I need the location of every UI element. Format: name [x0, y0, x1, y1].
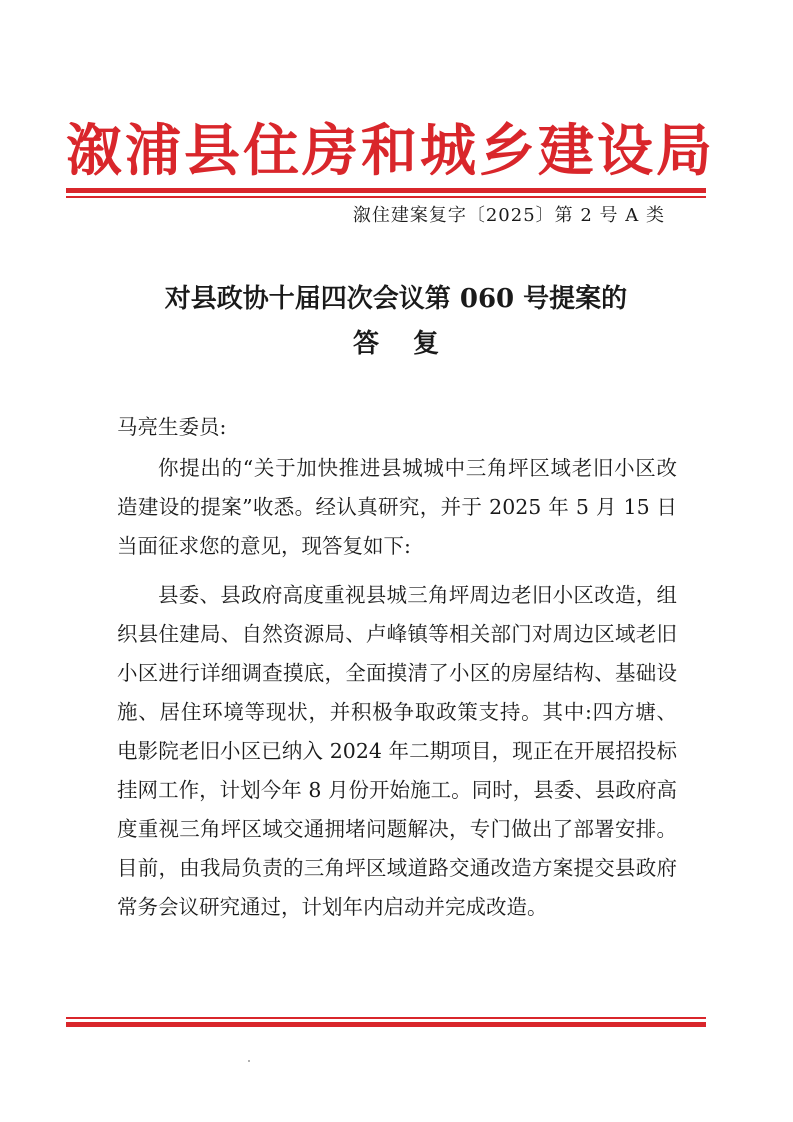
document-title-line-2: 答复: [352, 329, 473, 359]
agency-masthead: 溆浦县住房和城乡建设局: [66, 119, 715, 184]
document-title-line-1: 对县政协十届四次会议第 060 号提案的: [164, 284, 628, 314]
footer-rule-thick: [66, 1022, 706, 1027]
header-rule-thick: [66, 188, 706, 193]
footer-rule-thin: [66, 1017, 706, 1019]
body-paragraph: 你提出的“关于加快推进县城城中三角坪区域老旧小区改造建设的提案”收悉。经认真研究，并于 2025 年 5 月 15 日当面征求您的意见，现答复如下:: [117, 456, 677, 558]
salutation: 马亮生委员:: [117, 415, 227, 439]
body-paragraph: 县委、县政府高度重视县城三角坪周边老旧小区改造，组织县住建局、自然资源局、卢峰镇等相关部门对周边区域老旧小区进行详细调查摸底，全面摸清了小区的房屋结构、基础设施、居住环境等现状，并积极争取政策支持。其中:四方塘、电影院老旧小区已纳入 2024 年二期项目，现正在开展招投标挂网工作，计划今年 8 月份开始施工。同时，县委、县政府高度重视三角坪区域交通拥堵问题解决，专门做出了部署安排。目前，由我局负责的三角坪区域道路交通改造方案提交县政府常务会议研究通过，计划年内启动并完成改造。: [117, 583, 677, 919]
document-number: 溆住建案复字〔2025〕第 2 号 A 类: [352, 205, 665, 226]
scan-speck: [248, 1060, 250, 1062]
header-rule-thin: [66, 196, 706, 198]
